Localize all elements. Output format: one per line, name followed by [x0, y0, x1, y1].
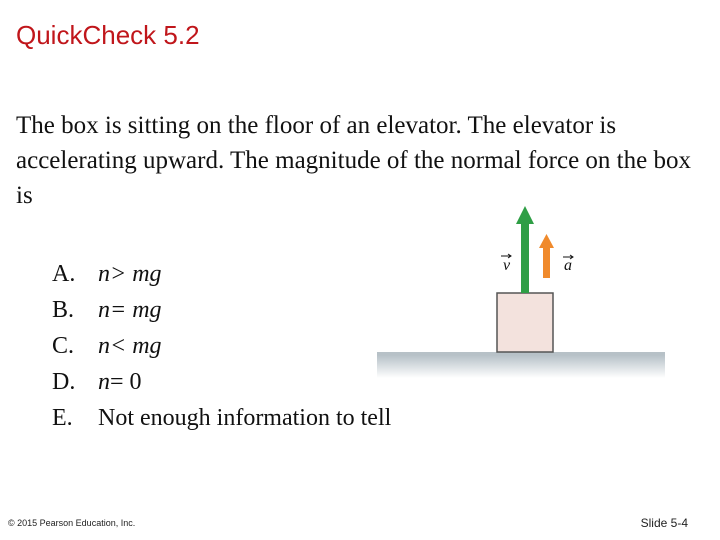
option-e[interactable] — [52, 400, 391, 436]
option-variable: n — [98, 369, 110, 395]
option-d[interactable] — [52, 364, 391, 400]
box — [497, 293, 553, 352]
answer-options — [52, 256, 391, 436]
option-b[interactable] — [52, 292, 391, 328]
slide-title: QuickCheck 5.2 — [16, 20, 200, 50]
option-a[interactable] — [52, 256, 391, 292]
elevator-floor — [377, 352, 665, 378]
copyright-footer: © 2015 Pearson Education, Inc. — [8, 518, 136, 528]
option-c[interactable] — [52, 328, 391, 364]
option-expression: Not enough information to tell — [98, 405, 392, 431]
option-expression: < mg — [110, 333, 162, 359]
option-expression: = mg — [110, 297, 162, 323]
slide-number: Slide 5-4 — [640, 516, 688, 530]
option-variable: n — [98, 297, 110, 323]
velocity-label: v — [503, 257, 511, 274]
option-letter: D. — [52, 369, 76, 395]
option-expression: = 0 — [110, 369, 142, 395]
option-expression: > mg — [110, 261, 162, 287]
acceleration-label: a — [564, 257, 572, 274]
option-letter: B. — [52, 297, 75, 323]
option-variable: n — [98, 261, 110, 287]
option-letter: A. — [52, 261, 76, 287]
option-letter: E. — [52, 405, 73, 431]
elevator-box-figure — [370, 200, 670, 385]
question-text: The box is sitting on the floor of an elevator. The elevator is accelerating upward. The magnitude of the normal force on the box is — [16, 112, 691, 209]
option-variable: n — [98, 333, 110, 359]
acceleration-arrow — [539, 234, 554, 278]
option-letter: C. — [52, 333, 75, 359]
velocity-arrow — [516, 206, 534, 293]
